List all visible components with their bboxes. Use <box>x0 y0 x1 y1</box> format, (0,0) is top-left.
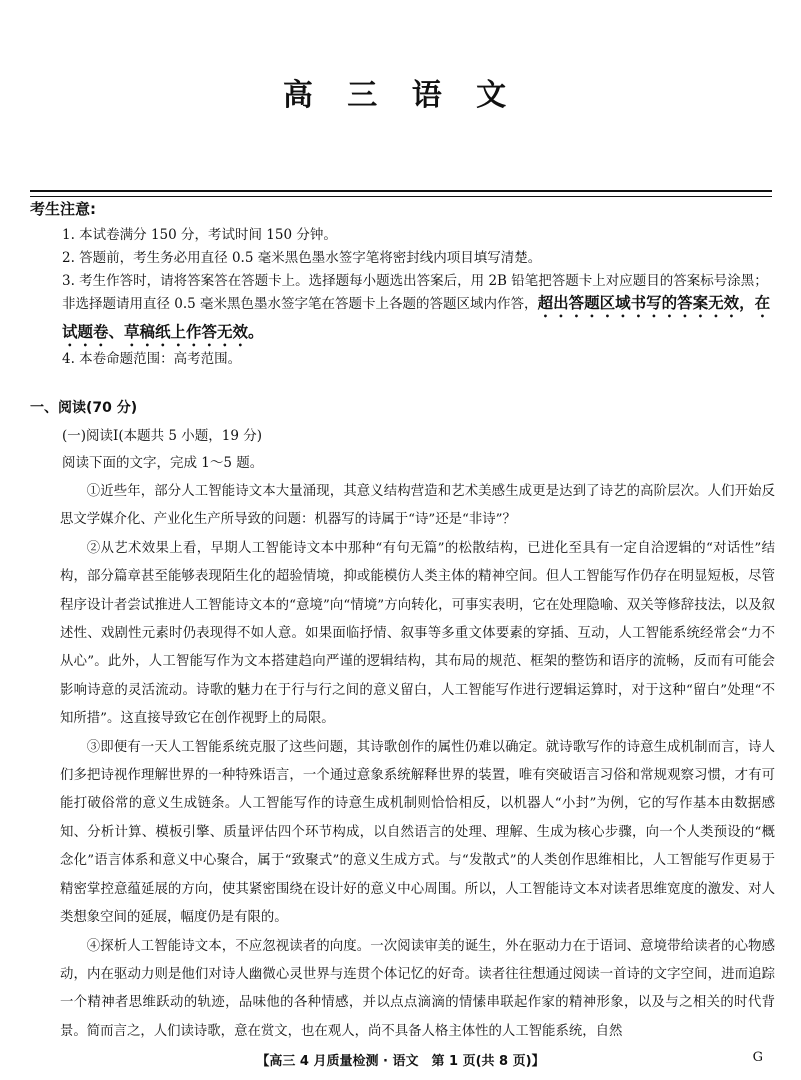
paragraph-3: ③即便有一天人工智能系统克服了这些问题，其诗歌创作的属性仍难以确定。就诗歌写作的诗意生成机制而言，诗人们多把诗视作理解世界的一种特殊语言，一个通过意象系统解释世界的装置，唯有突破语言习俗和常规观察习惯，才有可能打破俗常的意义生成链条。人工智能写作的诗意生成机制则恰恰相反，以机器人“小封”为例，它的写作基本由数据感知、分析计算、模板引擎、质量评估四个环节构成，以自然语言的处理、理解、生成为核心步骤，向一个人类预设的“概念化”语言体系和意义中心聚合，属于“致聚式”的意义生成方式。与“发散式”的人类创作思维相比，人工智能写作更易于精密掌控意蕴延展的方向，使其紧密围绕在设计好的意义中心周围。所以，人工智能诗文本对读者思维宽度的激发、对人类想象空间的延展，幅度仍是有限的。 <box>60 739 775 926</box>
notice-item-4: 4. 本卷命题范围：高考范围。 <box>62 351 242 367</box>
reading-instruction: 阅读下面的文字，完成 1～5 题。 <box>62 455 264 471</box>
notice-item-3-text: 3. 考生作答时，请将答案答在答题卡上。选择题每小题选出答案后，用 2B 铅笔把答题卡上对应题目的答案标号涂黑；非选择题请用直径 0.5 毫米黑色墨水签字笔在答题卡上各题的答题区域内作答， <box>62 273 768 312</box>
paragraph-1: ①近些年，部分人工智能诗文本大量涌现，其意义结构营造和艺术美感生成更是达到了诗艺的高阶层次。人们开始反思文学媒介化、产业化生产所导致的问题：机器写的诗属于“诗”还是“非诗”？ <box>60 484 775 528</box>
header-rule-thin <box>30 196 772 197</box>
header-rule-thick <box>30 190 772 192</box>
paragraph-4: ④探析人工智能诗文本，不应忽视读者的向度。一次阅读审美的诞生，外在驱动力在于语词、意境带给读者的心物感动，内在驱动力则是他们对诗人幽微心灵世界与连贯个体记忆的好奇。读者往往想通过阅读一首诗的文字空间，进而追踪一个精神者思维跃动的轨迹，品味他的各种情感，并以点点滴滴的情愫串联起作家的精神形象，以及与之相关的时代背景。简而言之，人们读诗歌，意在赏文，也在观人，尚不具备人格主体性的人工智能系统，自然 <box>60 938 775 1039</box>
paragraph-2: ②从艺术效果上看，早期人工智能诗文本中那种“有句无篇”的松散结构，已进化至具有一定自洽逻辑的“对话性”结构，部分篇章甚至能够表现陌生化的超验情境，抑或能模仿人类主体的精神空间。但人工智能写作仍存在明显短板，尽管程序设计者尝试推进人工智能诗文本的“意境”向“情境”方向转化，可事实表明，它在处理隐喻、双关等修辞技法，以及叙述性、戏剧性元素时仍表现得不如人意。如果面临抒情、叙事等多重文体要素的穿插、互动，人工智能系统经常会“力不从心”。此外，人工智能写作为文本搭建趋向严谨的逻辑结构，其布局的规范、框架的整饬和语序的流畅，反而有可能会影响诗意的灵活流动。诗歌的魅力在于行与行之间的意义留白，人工智能写作进行逻辑运算时，对于这种“留白”处理“不知所措”。这直接导致它在创作视野上的局限。 <box>60 540 775 727</box>
notice-item-2: 2. 答题前，考生务必用直径 0.5 毫米黑色墨水签字笔将密封线内项目填写清楚。 <box>62 250 542 266</box>
reading-passage <box>60 478 775 1046</box>
notice-item-3 <box>62 270 774 350</box>
paper-code: G <box>752 1050 763 1065</box>
notice-item-1: 1. 本试卷满分 150 分，考试时间 150 分钟。 <box>62 227 337 243</box>
notice-item-3-emphasis: 超出答题区域书写的答案无效，在试题卷、草稿纸上作答无效。 <box>62 294 771 341</box>
page-footer: 【高三 4 月质量检测 · 语文 第 1 页(共 8 页)】 <box>256 1054 545 1069</box>
notice-heading: 考生注意: <box>30 200 96 218</box>
sub-heading: (一)阅读Ⅰ(本题共 5 小题，19 分) <box>62 428 263 444</box>
section-heading: 一、阅读(70 分) <box>30 400 138 416</box>
exam-title: 高 三 语 文 <box>282 78 519 113</box>
